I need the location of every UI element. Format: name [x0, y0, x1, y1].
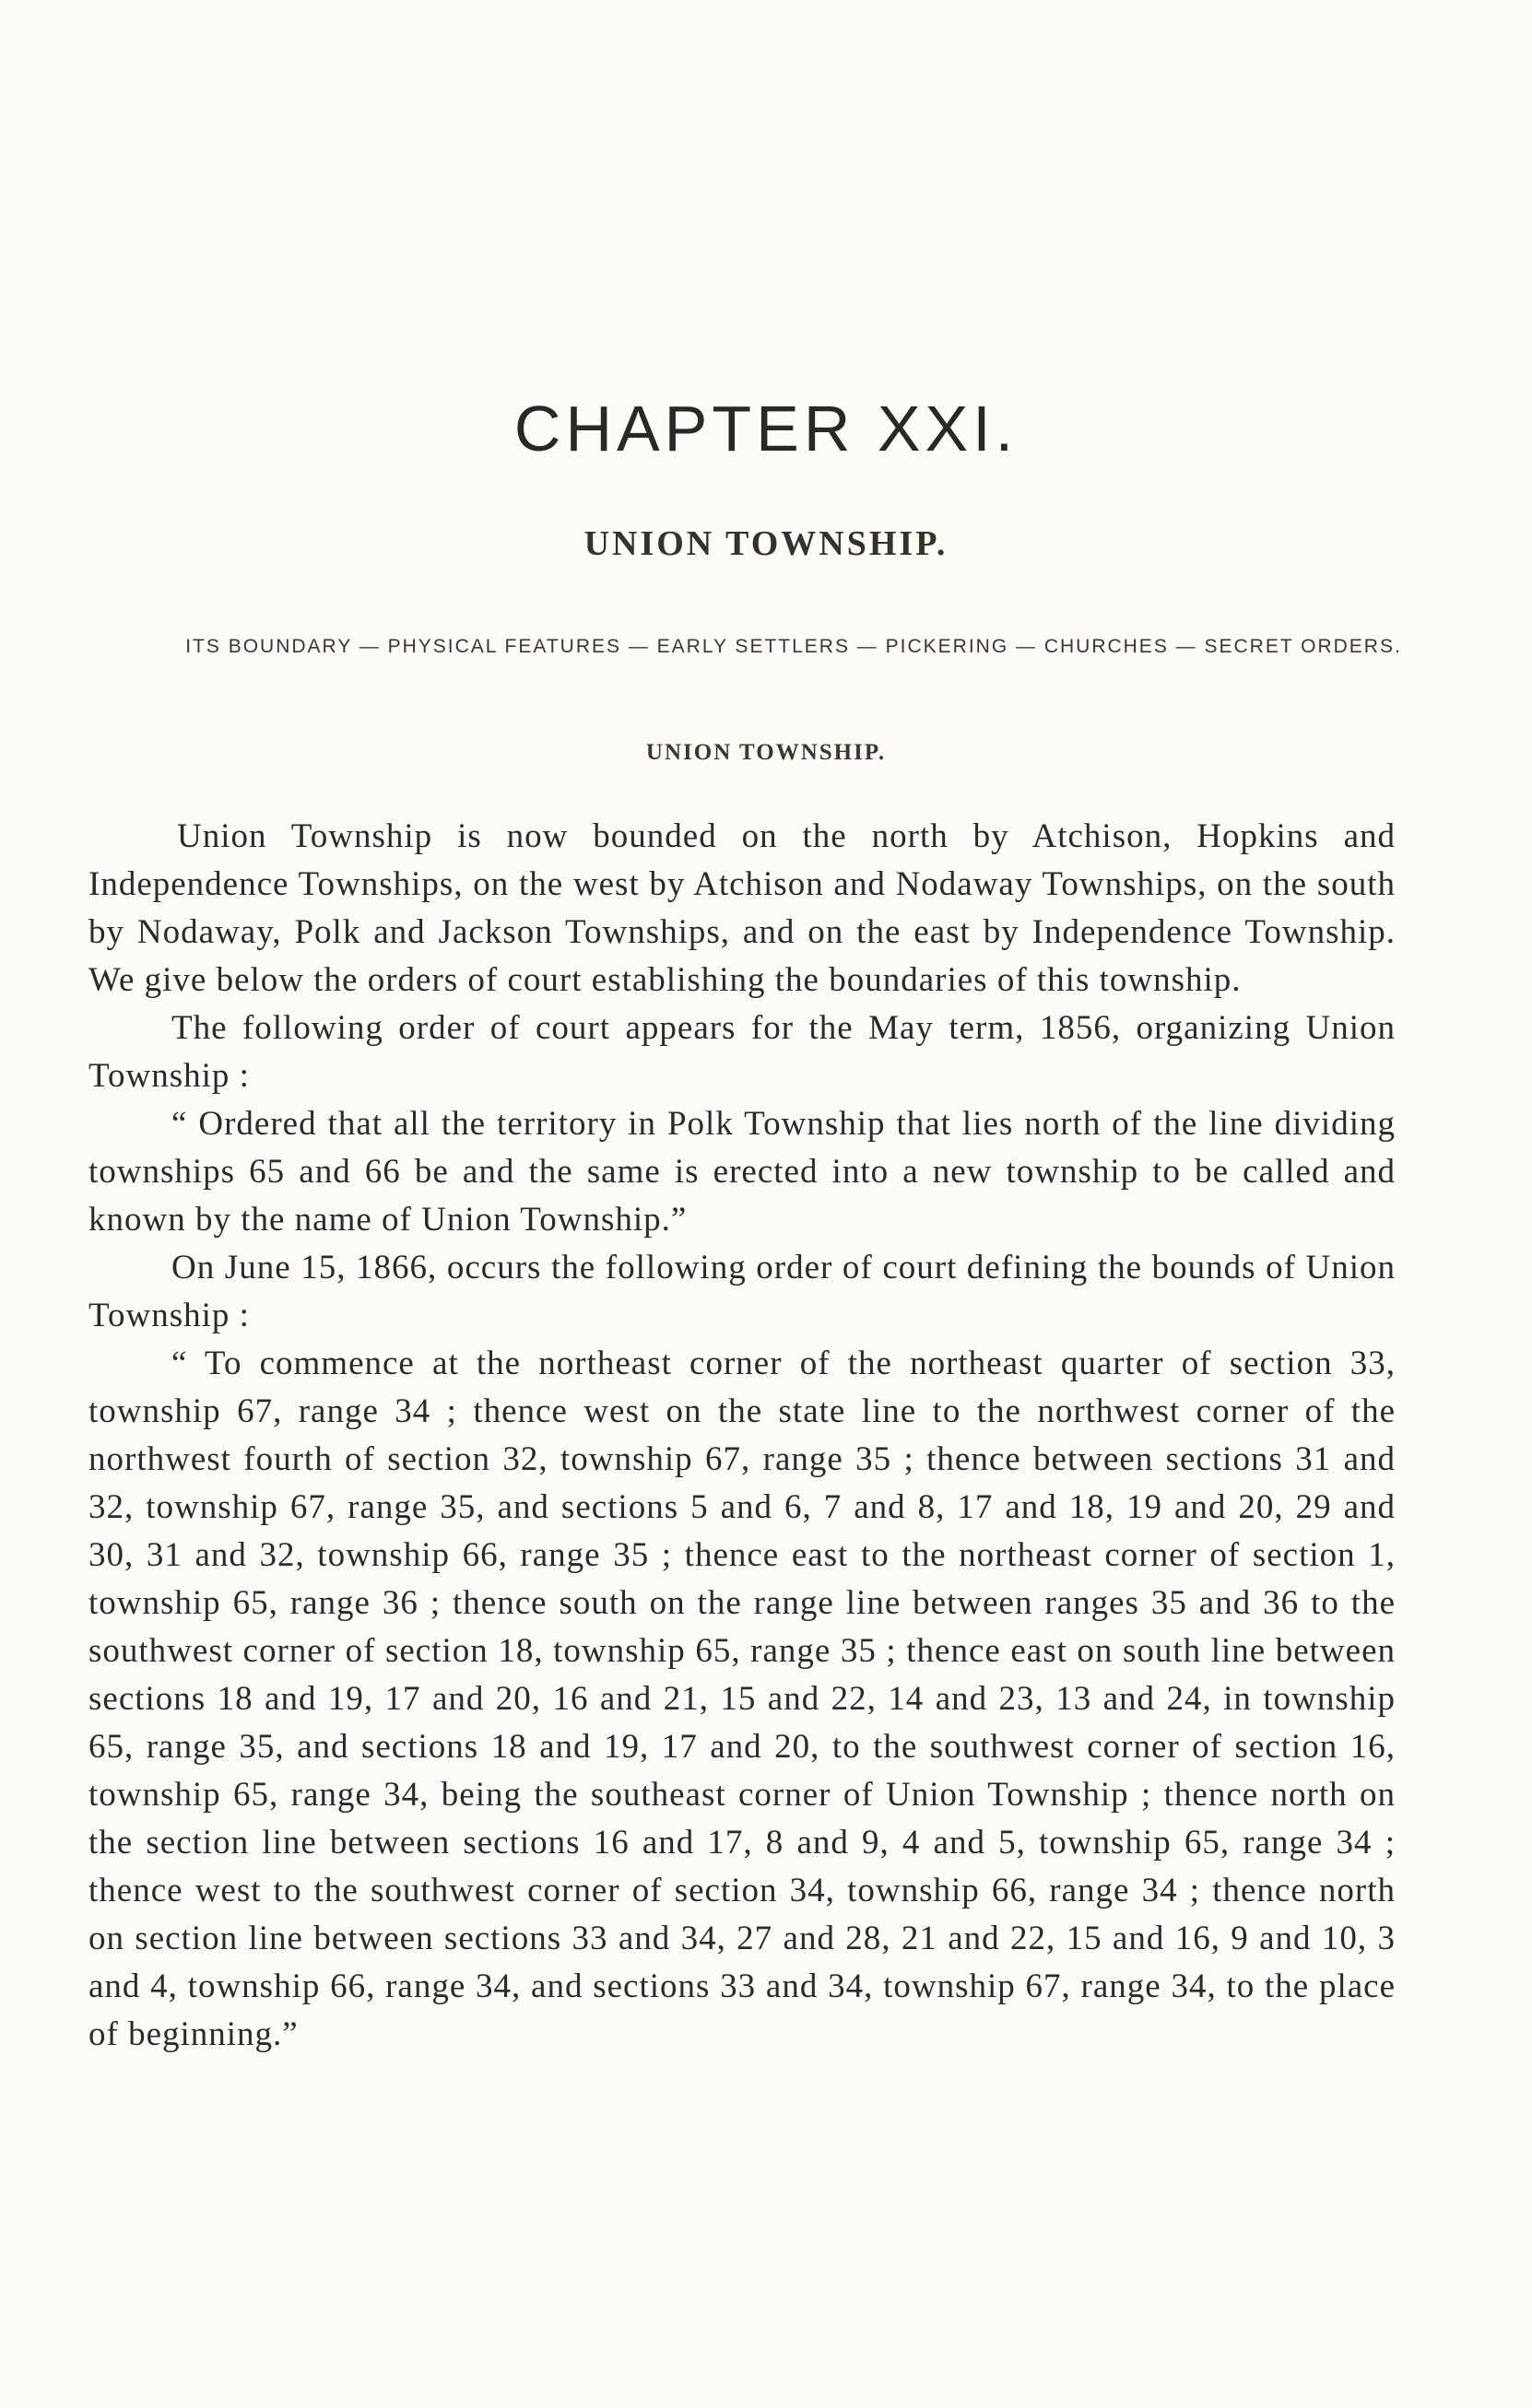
section-heading: UNION TOWNSHIP.: [645, 740, 887, 765]
chapter-subtitle: UNION TOWNSHIP.: [583, 524, 949, 563]
chapter-title: CHAPTER XXI.: [513, 393, 1019, 464]
paragraph-order-intro: The following order of court appears for the May term, 1856, organizing Union Township :: [88, 1009, 1396, 1095]
paragraph-order-quote: “ Ordered that all the territory in Polk Township that lies north of the line dividing townships 65 and 66 be and the same is erected into a new township to be called and known by the name of Union Township.”: [88, 1105, 1396, 1239]
paragraph-june-order-intro: On June 15, 1866, occurs the following order of court defining the bounds of Union Township :: [88, 1249, 1396, 1334]
body-text: [88, 813, 1396, 2059]
chapter-synopsis: ITS BOUNDARY — PHYSICAL FEATURES — EARLY SETTLERS — PICKERING — CHURCHES — SECRET ORDERS.: [185, 636, 1402, 657]
paragraph-boundaries: Union Township is now bounded on the north by Atchison, Hopkins and Independence Townships, on the west by Atchison and Nodaway Townships, on the south by Nodaway, Polk and Jackson Townships, and on the east by Independence Township. We give below the orders of court establishing the boundaries of this township.: [88, 817, 1396, 999]
paragraph-june-order-quote: “ To commence at the northeast corner of the northeast quarter of section 33, township 67, range 34 ; thence west on the state line to the northwest corner of the northwest fourth of section 32, township 67, range 35 ; thence between sections 31 and 32, township 67, range 35, and sections 5 and 6, 7 and 8, 17 and 18, 19 and 20, 29 and 30, 31 and 32, township 66, range 35 ; thence east to the northeast corner of section 1, township 65, range 36 ; thence south on the range line between ranges 35 and 36 to the southwest corner of section 18, township 65, range 35 ; thence east on south line between sections 18 and 19, 17 and 20, 16 and 21, 15 and 22, 14 and 23, 13 and 24, in township 65, range 35, and sections 18 and 19, 17 and 20, to the southwest corner of section 16, township 65, range 34, being the southeast corner of Union Township ; thence north on the section line between sections 16 and 17, 8 and 9, 4 and 5, township 65, range 34 ; thence west to the southwest corner of section 34, township 66, range 34 ; thence north on section line between sections 33 and 34, 27 and 28, 21 and 22, 15 and 16, 9 and 10, 3 and 4, township 66, range 34, and sections 33 and 34, township 67, range 34, to the place of beginning.”: [88, 1345, 1396, 2053]
